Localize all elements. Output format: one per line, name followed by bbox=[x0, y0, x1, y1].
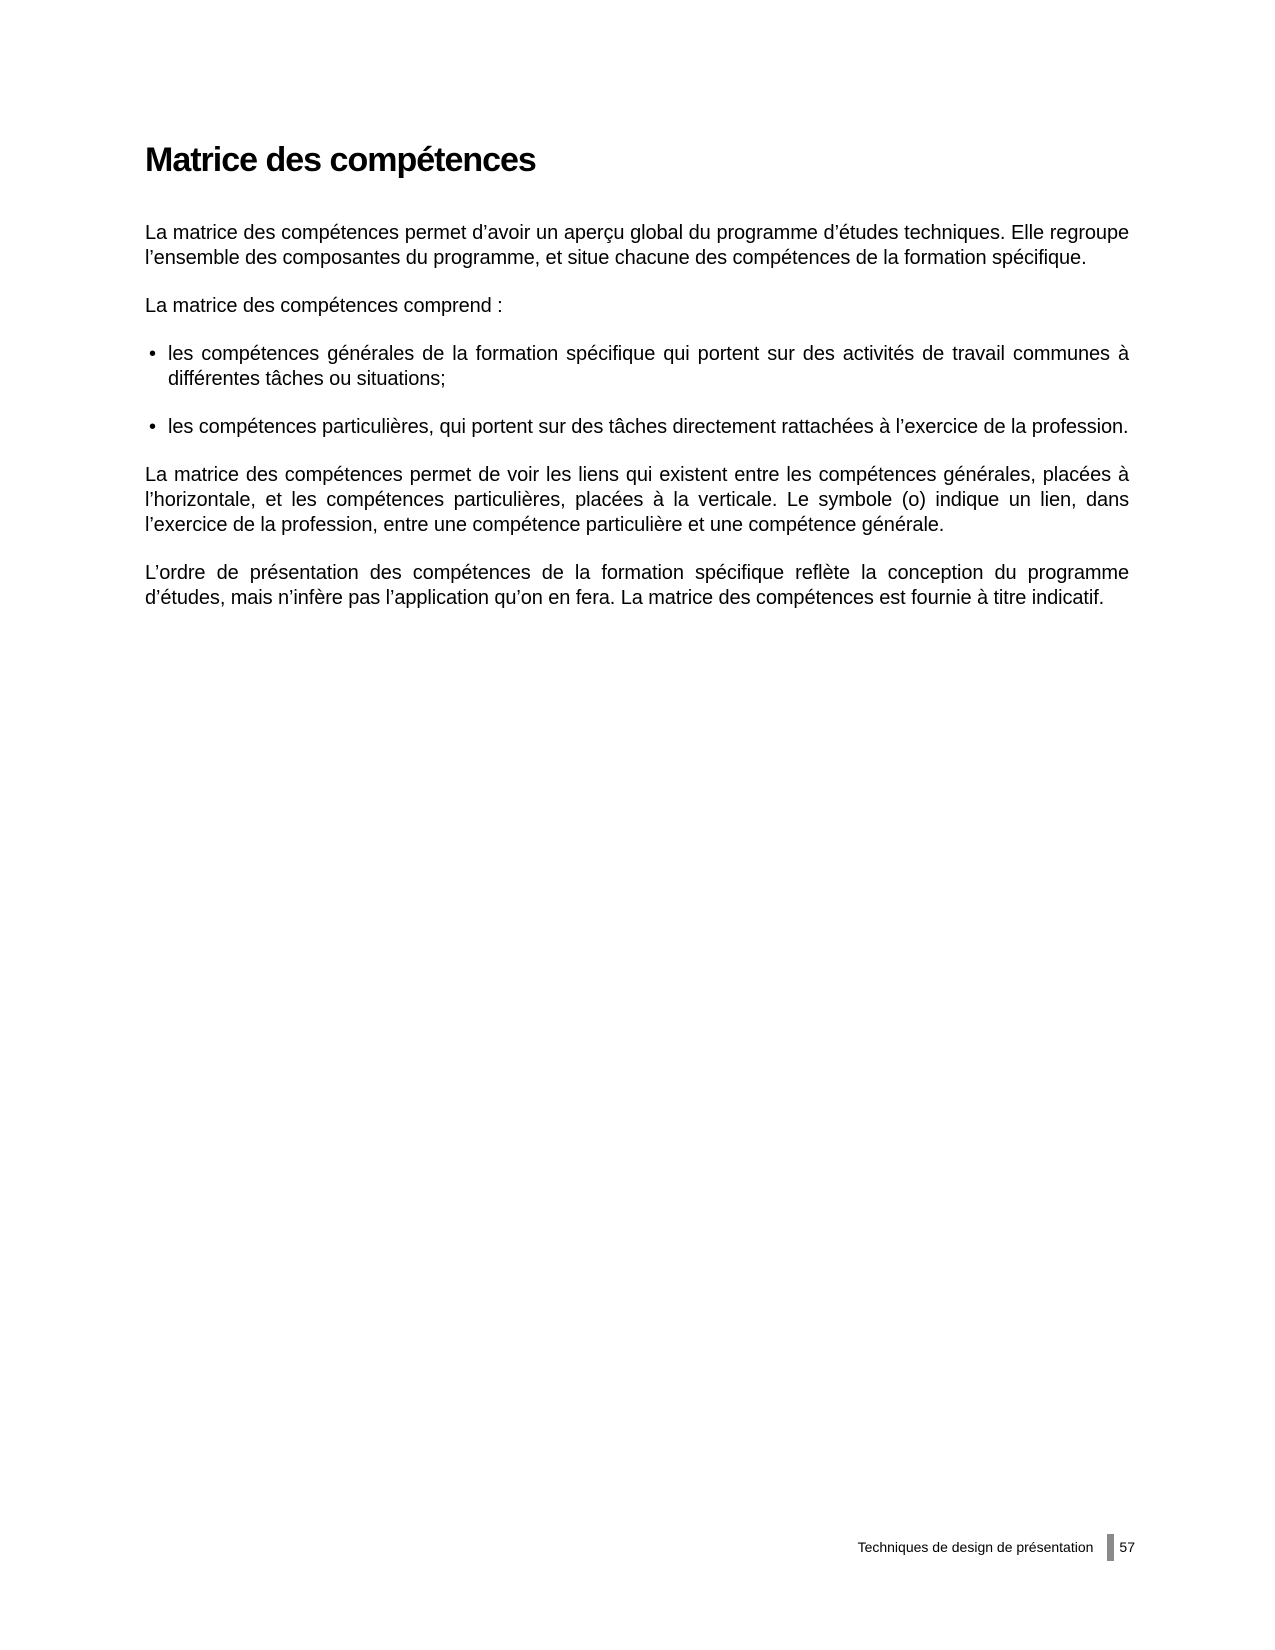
footer-page-number: 57 bbox=[1119, 1539, 1135, 1556]
page-title: Matrice des compétences bbox=[145, 141, 536, 179]
paragraph-matrix-links: La matrice des compétences permet de voir les liens qui existent entre les compétences générales, placées à l’horizontale, et les compétences particulières, placées à la verticale. Le symbole (o) indique un lien, dans l’exercice de la profession, entre une compétence particulière et une compétence générale. bbox=[145, 463, 1129, 536]
paragraph-lead-in: La matrice des compétences comprend : bbox=[145, 294, 503, 317]
page-footer bbox=[858, 1534, 1135, 1561]
list-item-general-competencies bbox=[145, 342, 1129, 392]
list-item-text: les compétences générales de la formation spécifique qui portent sur des activités de travail communes à différentes tâches ou situations; bbox=[168, 342, 1129, 390]
list-item-text: les compétences particulières, qui portent sur des tâches directement rattachées à l’exercice de la profession. bbox=[168, 415, 1129, 438]
bullet-icon: • bbox=[149, 415, 156, 438]
paragraph-intro: La matrice des compétences permet d’avoir un aperçu global du programme d’études techniques. Elle regroupe l’ensemble des composantes du programme, et situe chacune des compétences de la formation spécifique. bbox=[145, 221, 1129, 269]
list-item-particular-competencies bbox=[145, 415, 1129, 440]
document-content bbox=[145, 140, 1129, 634]
paragraph-presentation-order: L’ordre de présentation des compétences de la formation spécifique reflète la conception du programme d’études, mais n’infère pas l’application qu’on en fera. La matrice des compétences est fournie à titre indicatif. bbox=[145, 561, 1129, 609]
footer-document-title: Techniques de design de présentation bbox=[857, 1539, 1094, 1556]
bullet-icon: • bbox=[149, 342, 156, 365]
bullet-list bbox=[145, 342, 1129, 440]
footer-separator-bar bbox=[1107, 1534, 1114, 1561]
